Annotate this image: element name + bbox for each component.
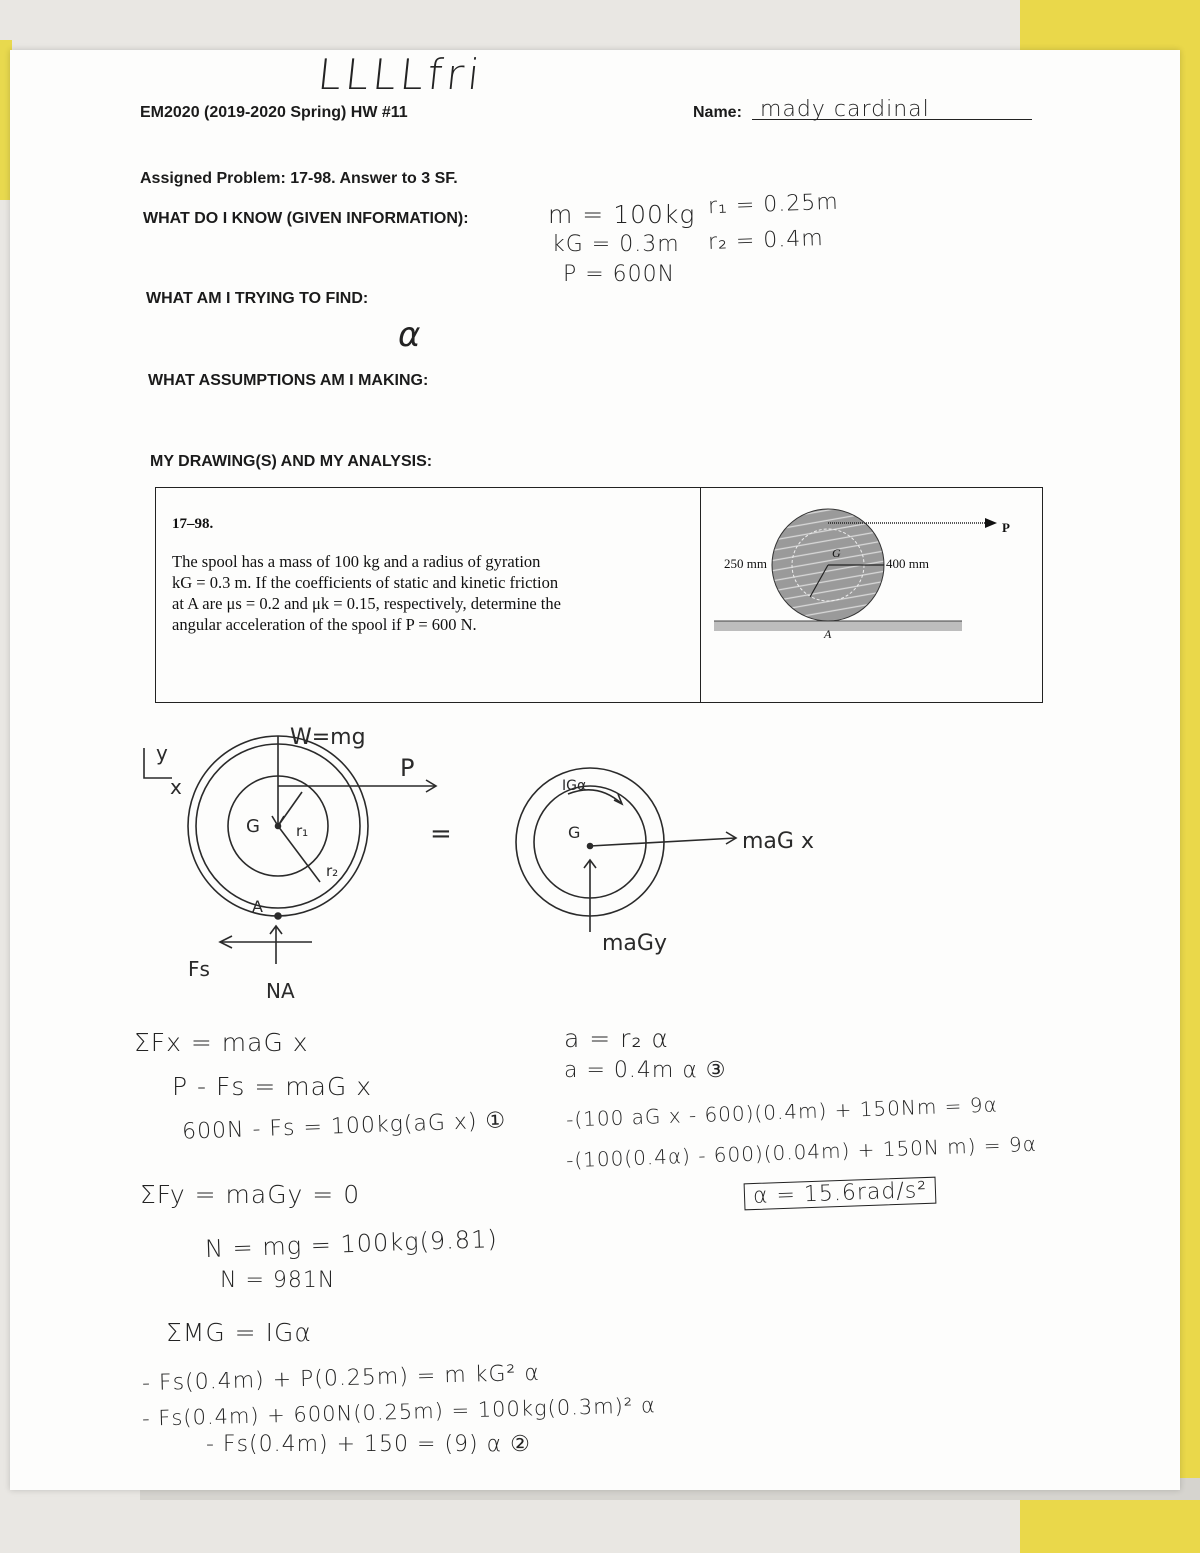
problem-line: angular acceleration of the spool if P = 600 N.: [172, 615, 477, 634]
axis-x-label: x: [170, 775, 182, 799]
normal-label: NA: [266, 979, 295, 1003]
center-label: G: [832, 546, 841, 560]
work-line: - Fs(0.4m) + 600N(0.25m) = 100kg(0.3m)² α: [141, 1393, 657, 1431]
max-vector: [590, 838, 736, 846]
problem-number: 17–98.: [172, 516, 214, 532]
kinetic-center-label: G: [568, 823, 581, 842]
problem-line: at A are μs = 0.2 and μk = 0.15, respectively, determine the: [172, 594, 561, 613]
r1-line: [278, 792, 302, 826]
work-line: ΣFy = maGy = 0: [140, 1180, 361, 1209]
assumptions-heading: WHAT ASSUMPTIONS AM I MAKING:: [148, 372, 429, 389]
final-answer: α = 15.6rad/s²: [744, 1177, 937, 1211]
spool-textbook-figure: [700, 487, 1043, 703]
problem-text: [172, 551, 664, 635]
free-body-diagram: [130, 720, 814, 1010]
force-label: P: [400, 754, 415, 782]
r1-label: r₁: [296, 822, 309, 840]
work-line: ΣFx = maG x: [134, 1028, 309, 1057]
section-mark: LLLLfri: [315, 50, 486, 99]
given-info-heading: WHAT DO I KNOW (GIVEN INFORMATION):: [143, 210, 469, 227]
outer-radius-label: 400 mm: [886, 556, 929, 571]
find-heading: WHAT AM I TRYING TO FIND:: [146, 290, 369, 307]
work-line: a = 0.4m α ③: [564, 1058, 727, 1083]
work-line: P - Fs = maG x: [172, 1072, 373, 1101]
work-line: -(100 aG x - 600)(0.4m) + 150Nm = 9α: [565, 1092, 999, 1132]
unknown-alpha: α: [398, 315, 422, 355]
given-r2: r₂ = 0.4m: [707, 225, 825, 256]
work-line: -(100(0.4α) - 600)(0.04m) + 150N m) = 9α: [565, 1131, 1038, 1173]
kinetic-moment-label: IGα: [562, 778, 587, 794]
force-label: P: [1002, 520, 1010, 535]
problem-line: The spool has a mass of 100 kg and a radius of gyration: [172, 552, 541, 571]
student-name: mady cardinal: [760, 97, 930, 122]
assigned-problem: Assigned Problem: 17-98. Answer to 3 SF.: [140, 170, 458, 187]
equals-sign: =: [430, 819, 452, 849]
contact-point: [275, 913, 281, 919]
may-label: maGy: [602, 931, 667, 956]
given-radius-of-gyration: kG = 0.3m: [552, 232, 680, 257]
contact-label: A: [824, 627, 832, 641]
inner-radius-label: 250 mm: [724, 556, 767, 571]
given-mass: m = 100kg: [548, 200, 696, 229]
course-title: EM2020 (2019-2020 Spring) HW #11: [140, 104, 408, 121]
name-label: Name:: [693, 104, 742, 121]
friction-label: Fs: [188, 957, 210, 981]
work-line: a = r₂ α: [564, 1024, 669, 1053]
r2-label: r₂: [326, 862, 339, 880]
work-line: - Fs(0.4m) + P(0.25m) = m kG² α: [141, 1360, 541, 1397]
force-arrowhead: [985, 518, 997, 528]
work-line: - Fs(0.4m) + 150 = (9) α ②: [206, 1432, 531, 1457]
work-line: 600N - Fs = 100kg(aG x) ①: [181, 1108, 507, 1145]
drawing-heading: MY DRAWING(S) AND MY ANALYSIS:: [150, 453, 433, 470]
contact-label: A: [252, 897, 263, 916]
given-r1: r₁ = 0.25m: [707, 189, 840, 220]
problem-line: kG = 0.3 m. If the coefficients of static and kinetic friction: [172, 573, 559, 592]
given-force: P = 600N: [563, 262, 676, 287]
max-label: maG x: [742, 829, 814, 854]
weight-label: W=mg: [290, 725, 366, 750]
work-line: N = mg = 100kg(9.81): [204, 1224, 499, 1264]
work-line: ΣMG = IGα: [166, 1318, 312, 1347]
ground-surface: [714, 621, 962, 631]
work-line: N = 981N: [220, 1268, 336, 1293]
axis-y-label: y: [156, 741, 168, 765]
center-label: G: [246, 816, 260, 837]
